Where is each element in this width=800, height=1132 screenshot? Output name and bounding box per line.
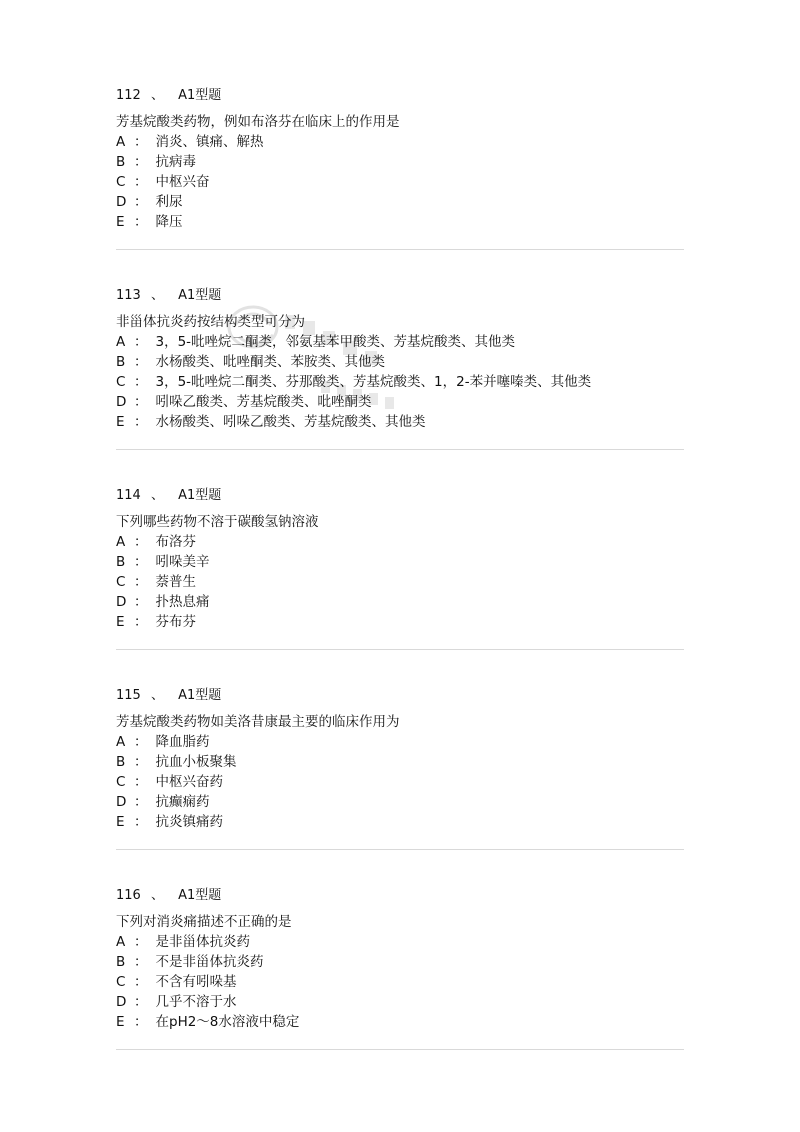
option-letter: A — [116, 734, 126, 750]
option-letter: E — [116, 214, 125, 230]
question-type: A1型题 — [178, 288, 222, 303]
question-header — [116, 686, 684, 706]
question-type: A1型题 — [178, 688, 222, 703]
option-d — [116, 792, 684, 812]
option-separator: ： — [134, 374, 148, 390]
question-number: 112 — [116, 88, 141, 103]
question-number: 115 — [116, 688, 141, 703]
question-divider — [116, 1049, 684, 1050]
option-separator: ： — [134, 554, 148, 570]
option-text: 吲哚美辛 — [155, 554, 210, 570]
option-b — [116, 552, 684, 572]
question-header — [116, 286, 684, 306]
question-number: 113 — [116, 288, 141, 303]
option-separator: ： — [134, 774, 148, 790]
option-letter: B — [116, 954, 126, 970]
option-c — [116, 172, 684, 192]
option-separator: ： — [134, 134, 148, 150]
option-separator: ： — [134, 394, 148, 410]
option-a — [116, 532, 684, 552]
option-separator: ： — [134, 194, 148, 210]
question-type: A1型题 — [178, 488, 222, 503]
option-e — [116, 412, 684, 432]
option-letter: C — [116, 574, 126, 590]
option-text: 几乎不溶于水 — [155, 994, 237, 1010]
option-separator: ： — [134, 614, 148, 630]
option-separator: ： — [134, 414, 148, 430]
question-113 — [116, 286, 684, 432]
option-separator: ： — [134, 174, 148, 190]
option-letter: A — [116, 334, 126, 350]
question-header — [116, 886, 684, 906]
question-stem: 下列对消炎痛描述不正确的是 — [116, 914, 292, 930]
option-separator: ： — [134, 754, 148, 770]
option-a — [116, 932, 684, 952]
option-text: 抗癫痫药 — [155, 794, 210, 810]
option-text: 芬布芬 — [155, 614, 196, 630]
question-header — [116, 486, 684, 506]
question-112 — [116, 86, 684, 232]
option-separator: ： — [134, 594, 148, 610]
option-text: 萘普生 — [155, 574, 196, 590]
option-b — [116, 952, 684, 972]
option-letter: E — [116, 414, 125, 430]
option-letter: A — [116, 134, 126, 150]
option-text: 吲哚乙酸类、芳基烷酸类、吡唑酮类 — [155, 394, 372, 410]
option-separator: ： — [134, 574, 148, 590]
option-separator: ： — [134, 1014, 148, 1030]
question-header-separator: 、 — [150, 88, 164, 103]
option-separator: ： — [134, 954, 148, 970]
question-header-separator: 、 — [150, 288, 164, 303]
option-c — [116, 972, 684, 992]
question-divider — [116, 449, 684, 450]
option-text: 是非甾体抗炎药 — [155, 934, 250, 950]
option-letter: A — [116, 534, 126, 550]
option-text: 中枢兴奋 — [155, 174, 210, 190]
option-c — [116, 372, 684, 392]
option-letter: D — [116, 794, 127, 810]
option-text: 在pH2～8水溶液中稳定 — [155, 1014, 300, 1030]
question-number: 116 — [116, 888, 141, 903]
option-text: 抗病毒 — [155, 154, 196, 170]
option-separator: ： — [134, 934, 148, 950]
option-c — [116, 572, 684, 592]
option-letter: B — [116, 154, 126, 170]
option-text: 不是非甾体抗炎药 — [155, 954, 264, 970]
option-text: 水杨酸类、吲哚乙酸类、芳基烷酸类、其他类 — [155, 414, 426, 430]
option-text: 布洛芬 — [155, 534, 196, 550]
question-114 — [116, 486, 684, 632]
question-stem: 下列哪些药物不溶于碳酸氢钠溶液 — [116, 514, 319, 530]
option-d — [116, 992, 684, 1012]
option-letter: D — [116, 194, 127, 210]
option-e — [116, 1012, 684, 1032]
option-text: 不含有吲哚基 — [155, 974, 237, 990]
question-header — [116, 86, 684, 106]
option-separator: ： — [134, 354, 148, 370]
option-separator: ： — [134, 974, 148, 990]
option-text: 3，5-吡唑烷二酮类，邻氨基苯甲酸类、芳基烷酸类、其他类 — [155, 334, 516, 350]
option-letter: D — [116, 994, 127, 1010]
option-letter: C — [116, 174, 126, 190]
option-text: 3，5-吡唑烷二酮类、芬那酸类、芳基烷酸类、1，2-苯并噻嗪类、其他类 — [155, 374, 592, 390]
option-letter: A — [116, 934, 126, 950]
question-stem: 非甾体抗炎药按结构类型可分为 — [116, 314, 305, 330]
option-e — [116, 612, 684, 632]
option-e — [116, 812, 684, 832]
question-stem: 芳基烷酸类药物，例如布洛芬在临床上的作用是 — [116, 114, 400, 130]
option-text: 消炎、镇痛、解热 — [155, 134, 264, 150]
option-text: 扑热息痛 — [155, 594, 210, 610]
option-d — [116, 192, 684, 212]
option-a — [116, 132, 684, 152]
question-type: A1型题 — [178, 888, 222, 903]
option-separator: ： — [134, 794, 148, 810]
option-text: 抗血小板聚集 — [155, 754, 237, 770]
option-text: 抗炎镇痛药 — [155, 814, 223, 830]
option-letter: D — [116, 594, 127, 610]
option-letter: C — [116, 974, 126, 990]
option-letter: E — [116, 1014, 125, 1030]
question-115 — [116, 686, 684, 832]
question-stem: 芳基烷酸类药物如美洛昔康最主要的临床作用为 — [116, 714, 400, 730]
question-header-separator: 、 — [150, 888, 164, 903]
option-letter: D — [116, 394, 127, 410]
option-text: 水杨酸类、吡唑酮类、苯胺类、其他类 — [155, 354, 385, 370]
option-separator: ： — [134, 534, 148, 550]
option-separator: ： — [134, 334, 148, 350]
option-b — [116, 752, 684, 772]
option-letter: C — [116, 374, 126, 390]
option-letter: B — [116, 754, 126, 770]
option-c — [116, 772, 684, 792]
option-d — [116, 392, 684, 412]
option-d — [116, 592, 684, 612]
question-type: A1型题 — [178, 88, 222, 103]
option-separator: ： — [134, 154, 148, 170]
option-b — [116, 152, 684, 172]
question-header-separator: 、 — [150, 688, 164, 703]
option-letter: B — [116, 354, 126, 370]
question-divider — [116, 249, 684, 250]
option-text: 降血脂药 — [155, 734, 210, 750]
option-letter: C — [116, 774, 126, 790]
question-divider — [116, 649, 684, 650]
option-text: 降压 — [155, 214, 183, 230]
option-separator: ： — [134, 994, 148, 1010]
option-e — [116, 212, 684, 232]
option-text: 利尿 — [155, 194, 183, 210]
option-letter: E — [116, 614, 125, 630]
option-letter: E — [116, 814, 125, 830]
option-letter: B — [116, 554, 126, 570]
question-number: 114 — [116, 488, 141, 503]
option-b — [116, 352, 684, 372]
option-a — [116, 332, 684, 352]
option-separator: ： — [134, 814, 148, 830]
question-116 — [116, 886, 684, 1032]
question-divider — [116, 849, 684, 850]
option-a — [116, 732, 684, 752]
option-separator: ： — [134, 734, 148, 750]
option-separator: ： — [134, 214, 148, 230]
question-header-separator: 、 — [150, 488, 164, 503]
option-text: 中枢兴奋药 — [155, 774, 223, 790]
